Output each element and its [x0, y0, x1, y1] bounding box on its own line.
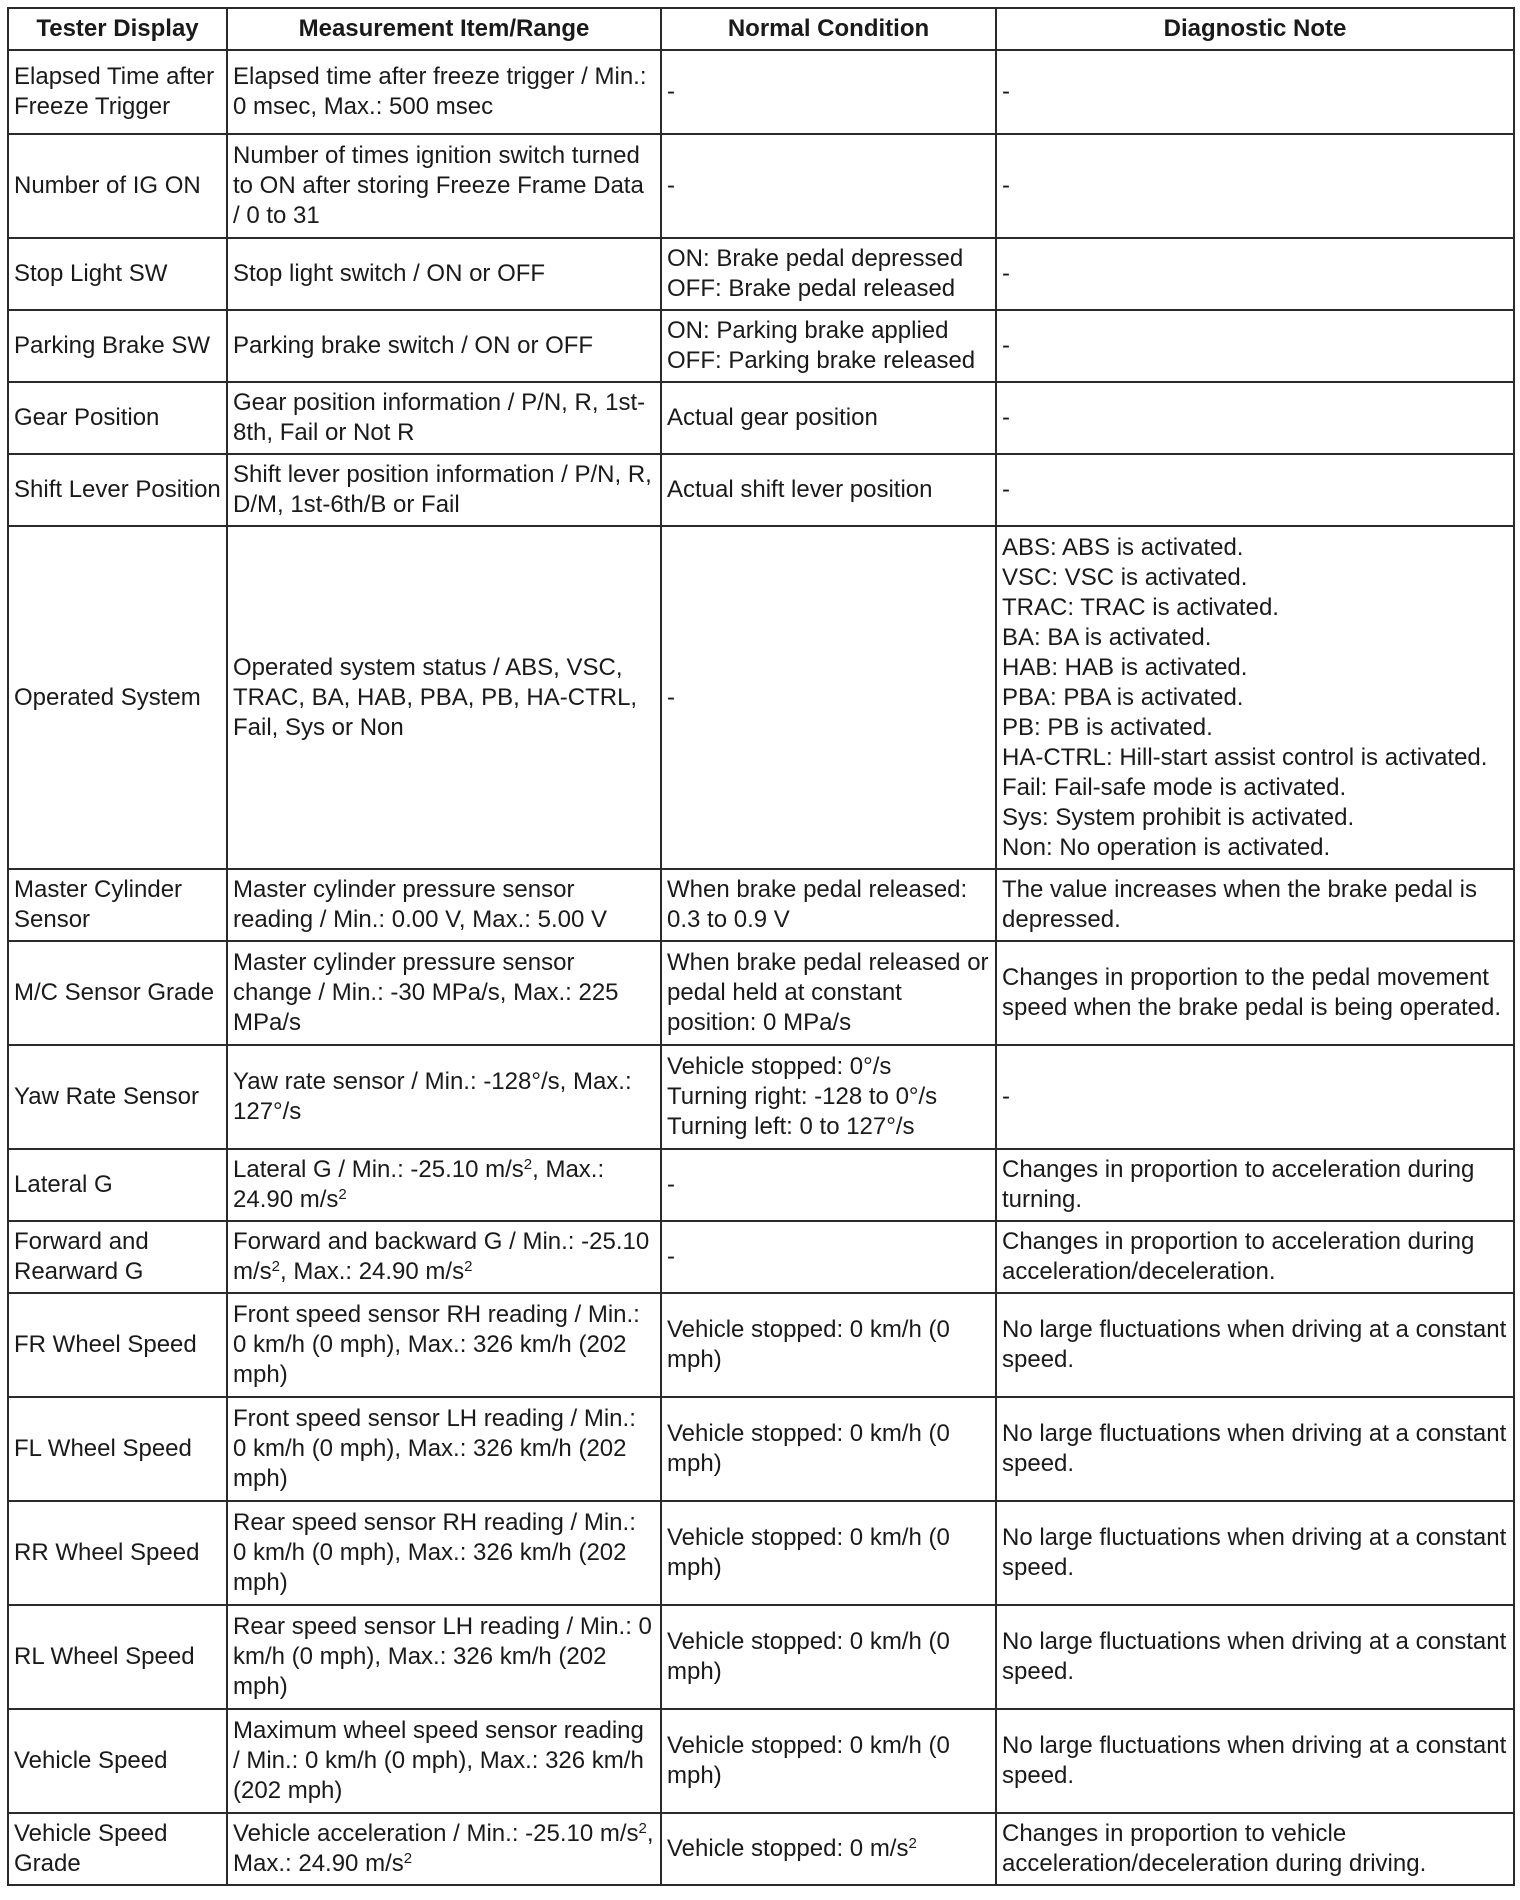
measurement-item-cell: Elapsed time after freeze trigger / Min.: 0 msec, Max.: 500 msec — [227, 50, 661, 134]
tester-display-cell: M/C Sensor Grade — [8, 941, 227, 1045]
normal-condition-cell: - — [661, 50, 996, 134]
diagnostic-note-cell: The value increases when the brake pedal is depressed. — [996, 869, 1514, 941]
diagnostic-note-cell: No large fluctuations when driving at a constant speed. — [996, 1605, 1514, 1709]
tester-display-cell: Forward and Rearward G — [8, 1221, 227, 1293]
superscript: 2 — [523, 1156, 533, 1173]
diagnostic-note-cell: - — [996, 134, 1514, 238]
tester-display-cell: Number of IG ON — [8, 134, 227, 238]
table-row — [8, 134, 1514, 238]
header-measurement-item: Measurement Item/Range — [227, 8, 661, 50]
normal-condition-cell: Vehicle stopped: 0 km/h (0 mph) — [661, 1397, 996, 1501]
tester-display-cell: Elapsed Time after Freeze Trigger — [8, 50, 227, 134]
normal-condition-cell: Actual gear position — [661, 382, 996, 454]
normal-condition-cell — [661, 1813, 996, 1885]
diagnostic-note-cell: No large fluctuations when driving at a constant speed. — [996, 1709, 1514, 1813]
measurement-item-cell: Rear speed sensor RH reading / Min.: 0 km/h (0 mph), Max.: 326 km/h (202 mph) — [227, 1501, 661, 1605]
item-text: Lateral G / Min.: -25.10 m/s — [233, 1156, 524, 1183]
item-text: Forward and backward G / Min.: -25.10 m/s — [233, 1228, 650, 1285]
diagnostic-data-sheet — [7, 7, 1513, 1891]
superscript: 2 — [638, 1820, 647, 1837]
measurement-item-cell — [227, 1149, 661, 1221]
item-text: , Max.: 24.90 m/s — [280, 1258, 465, 1285]
diagnostic-note-cell: - — [996, 454, 1514, 526]
tester-display-cell: Gear Position — [8, 382, 227, 454]
data-list-table — [7, 7, 1515, 1886]
measurement-item-cell: Front speed sensor RH reading / Min.: 0 km/h (0 mph), Max.: 326 km/h (202 mph) — [227, 1293, 661, 1397]
measurement-item-cell — [227, 1221, 661, 1293]
measurement-item-cell: Number of times ignition switch turned to ON after storing Freeze Frame Data / 0 to 31 — [227, 134, 661, 238]
table-row — [8, 310, 1514, 382]
header-diagnostic-note: Diagnostic Note — [996, 8, 1514, 50]
normal-condition-cell: Vehicle stopped: 0 km/h (0 mph) — [661, 1709, 996, 1813]
header-normal-condition: Normal Condition — [661, 8, 996, 50]
table-row — [8, 1045, 1514, 1149]
measurement-item-cell: Parking brake switch / ON or OFF — [227, 310, 661, 382]
table-row — [8, 1501, 1514, 1605]
normal-condition-cell: ON: Brake pedal depressed OFF: Brake pedal released — [661, 238, 996, 310]
diagnostic-note-cell: - — [996, 382, 1514, 454]
normal-condition-cell: - — [661, 526, 996, 869]
table-row — [8, 1149, 1514, 1221]
table-row — [8, 1709, 1514, 1813]
measurement-item-cell: Operated system status / ABS, VSC, TRAC, BA, HAB, PBA, PB, HA-CTRL, Fail, Sys or Non — [227, 526, 661, 869]
diagnostic-note-cell: Changes in proportion to the pedal movement speed when the brake pedal is being operated. — [996, 941, 1514, 1045]
tester-display-cell: Master Cylinder Sensor — [8, 869, 227, 941]
tester-display-cell: RL Wheel Speed — [8, 1605, 227, 1709]
normal-condition-cell: - — [661, 1149, 996, 1221]
header-row — [8, 8, 1514, 50]
diagnostic-note-cell: Changes in proportion to acceleration during acceleration/deceleration. — [996, 1221, 1514, 1293]
measurement-item-cell: Gear position information / P/N, R, 1st-8th, Fail or Not R — [227, 382, 661, 454]
tester-display-cell: Lateral G — [8, 1149, 227, 1221]
item-text: Vehicle acceleration / Min.: -25.10 m/s — [233, 1820, 639, 1847]
tester-display-cell: Yaw Rate Sensor — [8, 1045, 227, 1149]
superscript: 2 — [338, 1186, 347, 1203]
normal-condition-cell: Vehicle stopped: 0 km/h (0 mph) — [661, 1293, 996, 1397]
normal-text: Vehicle stopped: 0 m/s — [667, 1835, 909, 1862]
measurement-item-cell — [227, 1813, 661, 1885]
diagnostic-note-cell: No large fluctuations when driving at a constant speed. — [996, 1501, 1514, 1605]
superscript: 2 — [403, 1850, 413, 1867]
table-row — [8, 1221, 1514, 1293]
diagnostic-note-cell: ABS: ABS is activated. VSC: VSC is activated. TRAC: TRAC is activated. BA: BA is activated. HAB: HAB is activated. PBA: PBA is activated. PB: PB is activated. HA-CTRL: Hill-start assist control is activated. Fail: Fail-safe mode is activated. Sys: System prohibit is activated. Non: No operation is activated. — [996, 526, 1514, 869]
diagnostic-note-cell: Changes in proportion to vehicle acceleration/deceleration during driving. — [996, 1813, 1514, 1885]
diagnostic-note-cell: Changes in proportion to acceleration during turning. — [996, 1149, 1514, 1221]
tester-display-cell: Vehicle Speed Grade — [8, 1813, 227, 1885]
diagnostic-note-cell: No large fluctuations when driving at a constant speed. — [996, 1293, 1514, 1397]
header-tester-display: Tester Display — [8, 8, 227, 50]
superscript: 2 — [271, 1258, 281, 1275]
tester-display-cell: Vehicle Speed — [8, 1709, 227, 1813]
diagnostic-note-cell: - — [996, 1045, 1514, 1149]
normal-condition-cell: Vehicle stopped: 0°/s Turning right: -128 to 0°/s Turning left: 0 to 127°/s — [661, 1045, 996, 1149]
normal-condition-cell: When brake pedal released or pedal held at constant position: 0 MPa/s — [661, 941, 996, 1045]
table-row — [8, 1813, 1514, 1885]
table-row — [8, 1397, 1514, 1501]
tester-display-cell: Stop Light SW — [8, 238, 227, 310]
measurement-item-cell: Master cylinder pressure sensor change / Min.: -30 MPa/s, Max.: 225 MPa/s — [227, 941, 661, 1045]
table-row — [8, 382, 1514, 454]
table-row — [8, 941, 1514, 1045]
measurement-item-cell: Stop light switch / ON or OFF — [227, 238, 661, 310]
table-row — [8, 526, 1514, 869]
measurement-item-cell: Maximum wheel speed sensor reading / Min.: 0 km/h (0 mph), Max.: 326 km/h (202 mph) — [227, 1709, 661, 1813]
measurement-item-cell: Yaw rate sensor / Min.: -128°/s, Max.: 127°/s — [227, 1045, 661, 1149]
normal-condition-cell: When brake pedal released: 0.3 to 0.9 V — [661, 869, 996, 941]
measurement-item-cell: Front speed sensor LH reading / Min.: 0 km/h (0 mph), Max.: 326 km/h (202 mph) — [227, 1397, 661, 1501]
superscript: 2 — [464, 1258, 473, 1275]
diagnostic-note-cell: No large fluctuations when driving at a constant speed. — [996, 1397, 1514, 1501]
item-text: , Max.: 24.90 m/s — [233, 1820, 654, 1877]
normal-condition-cell: - — [661, 134, 996, 238]
table-row — [8, 1605, 1514, 1709]
tester-display-cell: Parking Brake SW — [8, 310, 227, 382]
normal-condition-cell: Vehicle stopped: 0 km/h (0 mph) — [661, 1605, 996, 1709]
tester-display-cell: Shift Lever Position — [8, 454, 227, 526]
tester-display-cell: FL Wheel Speed — [8, 1397, 227, 1501]
tester-display-cell: FR Wheel Speed — [8, 1293, 227, 1397]
diagnostic-note-cell: - — [996, 310, 1514, 382]
table-row — [8, 50, 1514, 134]
superscript: 2 — [908, 1835, 917, 1852]
diagnostic-note-cell: - — [996, 238, 1514, 310]
table-row — [8, 238, 1514, 310]
table-row — [8, 454, 1514, 526]
normal-condition-cell: ON: Parking brake applied OFF: Parking brake released — [661, 310, 996, 382]
measurement-item-cell: Shift lever position information / P/N, R, D/M, 1st-6th/B or Fail — [227, 454, 661, 526]
diagnostic-note-cell: - — [996, 50, 1514, 134]
measurement-item-cell: Master cylinder pressure sensor reading / Min.: 0.00 V, Max.: 5.00 V — [227, 869, 661, 941]
item-text: , Max.: 24.90 m/s — [233, 1156, 605, 1213]
measurement-item-cell: Rear speed sensor LH reading / Min.: 0 km/h (0 mph), Max.: 326 km/h (202 mph) — [227, 1605, 661, 1709]
tester-display-cell: RR Wheel Speed — [8, 1501, 227, 1605]
normal-condition-cell: - — [661, 1221, 996, 1293]
table-row — [8, 1293, 1514, 1397]
normal-condition-cell: Vehicle stopped: 0 km/h (0 mph) — [661, 1501, 996, 1605]
tester-display-cell: Operated System — [8, 526, 227, 869]
table-row — [8, 869, 1514, 941]
normal-condition-cell: Actual shift lever position — [661, 454, 996, 526]
